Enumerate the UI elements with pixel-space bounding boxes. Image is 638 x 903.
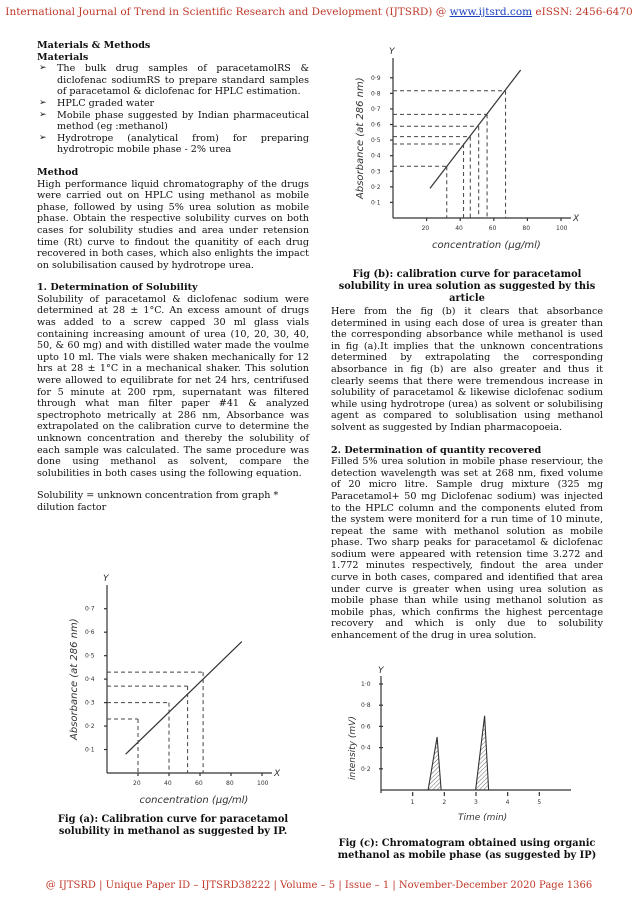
x-tick-label: 100 [257, 780, 269, 787]
x-tick-label: 60 [488, 225, 497, 232]
section-2-heading: 2. Determination of quantity recovered [331, 444, 542, 456]
journal-url-link[interactable]: www.ijtsrd.com [449, 6, 533, 18]
discussion-paragraph: Here from the fig (b) it clears that absorbance determined in using each dose of urea is greater than the corresponding absorbance while methanol is used in fig (a).It implies that the unknown concentrations determined by extrapolating the corresponding absorbance in fig (b) are also greater and thus it clearly seems that there were tremendous increase in solubility of paracetamol & likewise diclofenac sodium while using hydrotrope (urea) as solvent or solubilising agent as compared to solublisation using methanol solvent as suggested by Indian pharmacopoeia. [331, 306, 603, 433]
journal-name: International Journal of Trend in Scientific Research and Development (IJTSRD) @ [5, 6, 450, 18]
y-tick-label: 0·4 [371, 152, 381, 160]
solubility-equation: Solubility = unknown concentration from graph * dilution factor [37, 490, 279, 513]
y-tick-label: 0·3 [85, 699, 95, 707]
y-tick-label: 0·2 [85, 723, 95, 731]
y-tick-label: 0·6 [361, 723, 371, 731]
y-tick-label: 0·9 [371, 74, 381, 82]
x-tick-label: 40 [164, 780, 172, 787]
x-tick-label: 80 [226, 780, 234, 787]
section-2-paragraph: Filled 5% urea solution in mobile phase reserviour, the detection wavelength was set at 268 nm, fixed volume of 20 micro litre. Sample drug mixture (325 mg Paracetamol+ 50 mg Diclofenac sodium) was injected to the HPLC column and the components eluted from the system were moniterd for a run time of 10 minute, repeat the same with methanol solution as mobile phase. Two sharp peaks for paracetamol & diclofenac sodium were appeared with retension time 3.272 and 1.772 minutes respectively, findout the area under curve in both cases, compared and identified that area under curve is greater when using urea solution as mobile phase than while using methanol solution as mobile phas, which confirms the highest percentage recovery and which is only due to solubility enhancement of the drug in urea solution. [331, 456, 603, 642]
x-tick-label: 4 [505, 799, 510, 806]
figure-a [37, 555, 309, 838]
y-axis-letter: Y [378, 666, 384, 676]
y-tick-label: 0·4 [85, 676, 95, 684]
section-1-heading: 1. Determination of Solubility [37, 282, 198, 294]
page-header [0, 6, 638, 18]
method-paragraph: High performance liquid chromatography of the drugs were carried out on HPLC using methanol as mobile phase, followed by using 5% urea solution as mobile phase. Obtain the respective solubility curves on both cases for solubility studies and area under retension time (Rt) curve to findout the quanitity of each drug recovered in both cases, which also enlights the impact on solubilisation caused by hydrotrope urea. [37, 178, 309, 271]
y-tick-label: 0·6 [371, 121, 381, 129]
y-tick-label: 0·7 [85, 605, 95, 613]
fig-b-chart [331, 40, 603, 265]
y-axis-title: Absorbance (at 286 nm) [69, 618, 80, 740]
x-tick-label: 20 [133, 780, 141, 787]
x-axis-title: concentration (µg/ml) [432, 240, 541, 251]
materials-item: ➢ Hydrotrope (analytical from) for preparing hydrotropic mobile phase - 2% urea [37, 133, 309, 156]
x-axis-letter: X [573, 214, 580, 224]
materials-item: ➢ HPLC graded water [37, 98, 309, 110]
y-tick-label: 0·3 [371, 168, 381, 176]
x-axis-letter: X [274, 769, 281, 779]
left-column [37, 40, 309, 514]
fig-c-chart [331, 662, 603, 834]
materials-list [37, 63, 309, 156]
fig-a-chart [37, 555, 309, 810]
y-axis-letter: Y [389, 47, 395, 57]
materials-item: ➢ The bulk drug samples of paracetamolRS & diclofenac sodiumRS to prepare standard samples of paracetamol & diclofenac for HPLC estimation. [37, 63, 309, 98]
y-tick-label: 1·0 [361, 681, 371, 688]
y-tick-label: 0·5 [85, 652, 95, 660]
calibration-line [430, 70, 521, 188]
materials-methods-heading: Materials & Methods [37, 40, 151, 51]
x-tick-label: 1 [410, 799, 415, 806]
section-1-paragraph: Solubility of paracetamol & diclofenac sodium were determined at 28 ± 1°C. An excess amount of drugs was added to a screw capped 30 ml glass vials containing increasing amount of urea (10, 20, 30, 40, 50, & 60 mg) and with distilled water made the voulme upto 10 ml. The vials were shaken mechanically for 12 hrs at 28 ± 1°C in a mechanical shaker. This solution were allowed to equilibrate for net 24 hrs, centrifused for 5 minute at 200 rpm, supernatant was filtered through what man filter paper #41 & analyzed spectrophoto metrically at 286 nm, Absorbance was extrapolated on the calibration curve to determine the unknown concentration and thereby the solubility of each sample was calculated. The same procedure was done using methanol as solvent, compare the solubilities in both cases using the following equation. [37, 293, 309, 479]
calibration-line [126, 642, 242, 755]
right-column-text [331, 306, 603, 642]
y-tick-label: 0·8 [361, 702, 371, 710]
peak-paracetamol [476, 716, 489, 790]
x-tick-label: 2 [442, 799, 447, 806]
x-tick-label: 40 [455, 225, 463, 232]
y-axis-title: intensity (mV) [348, 716, 358, 780]
fig-b-caption: Fig (b): calibration curve for paracetamol solubility in urea solution as suggested by this article [338, 269, 596, 304]
y-tick-label: 0·8 [371, 90, 381, 98]
materials-heading: Materials [37, 51, 89, 63]
method-heading: Method [37, 166, 79, 178]
y-tick-label: 0·1 [85, 746, 95, 754]
y-tick-label: 0·6 [85, 629, 95, 637]
peak-diclofenac [428, 737, 441, 790]
figure-c [331, 662, 603, 862]
y-tick-label: 0·2 [361, 765, 371, 773]
x-tick-label: 60 [195, 780, 203, 787]
y-tick-label: 0·4 [361, 744, 371, 752]
page-footer: @ IJTSRD | Unique Paper ID – IJTSRD38222 | Volume – 5 | Issue – 1 | November-December 2020 Page 1366 [45, 880, 593, 891]
y-tick-label: 0·7 [371, 105, 381, 113]
x-axis-title: concentration (µg/ml) [139, 795, 249, 806]
y-axis-title: Absorbance (at 286 nm) [355, 77, 366, 199]
issn: eISSN: 2456-6470 [532, 6, 633, 18]
figure-b [331, 40, 603, 305]
y-axis-letter: Y [103, 574, 109, 584]
x-tick-label: 20 [421, 225, 430, 232]
x-tick-label: 5 [537, 799, 542, 806]
materials-item: ➢ Mobile phase suggested by Indian pharmaceutical method (eg :methanol) [37, 110, 309, 133]
y-tick-label: 0·2 [371, 183, 381, 191]
fig-a-caption: Fig (a): Calibration curve for paracetamol solubility in methanol as suggested by IP. [57, 814, 289, 837]
x-tick-label: 3 [474, 799, 478, 806]
fig-c-caption: Fig (c): Chromatogram obtained using organic methanol as mobile phase (as suggested by IP) [337, 838, 597, 861]
x-tick-label: 80 [522, 225, 531, 232]
y-tick-label: 0·1 [371, 199, 381, 207]
y-tick-label: 0·5 [371, 137, 381, 145]
x-axis-title: Time (min) [458, 813, 508, 823]
x-tick-label: 100 [556, 225, 568, 232]
